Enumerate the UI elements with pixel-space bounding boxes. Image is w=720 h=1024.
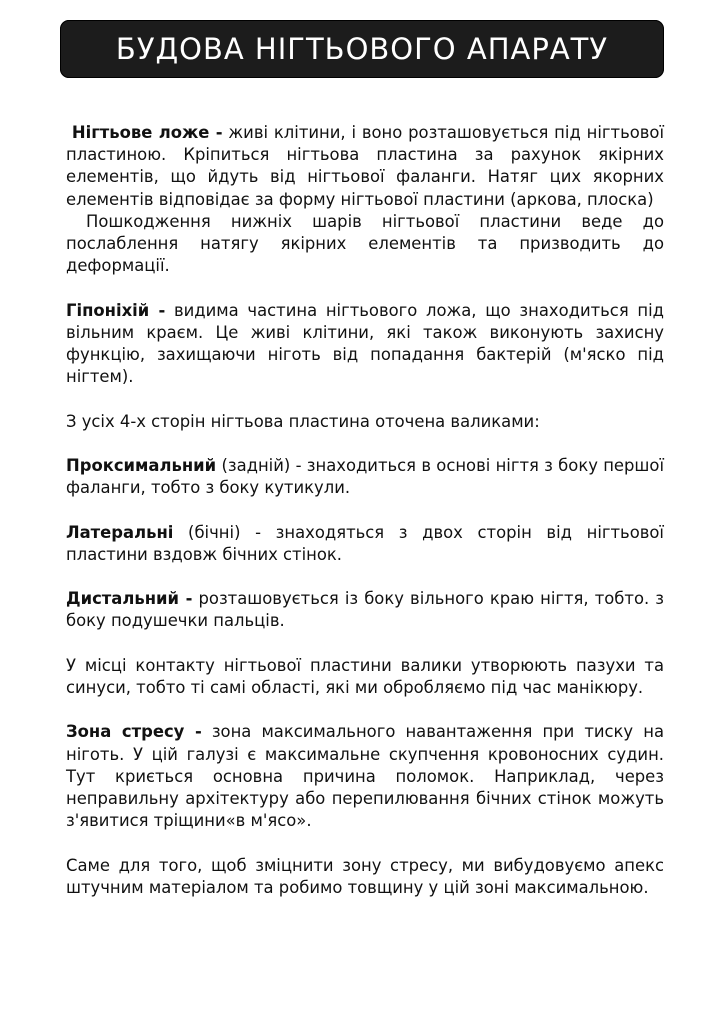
term-proximal: Проксимальний bbox=[66, 456, 217, 475]
text-sinuses: У місці контакту нігтьової пластини валики утворюють пазухи та синуси, тобто ті самі області, які ми обробляємо під час манікюру. bbox=[66, 655, 664, 697]
text-distal: розташовується із боку вільного краю нігтя, тобто. з боку подушечки пальців. bbox=[66, 589, 664, 631]
text-hyponychium: видима частина нігтьового ложа, що знаходиться під вільним краєм. Це живі клітини, які також виконують захисну функцію, захищаючи ніготь від попадання бактерій (м'яско під нігтем). bbox=[66, 300, 664, 387]
paragraph-folds-intro bbox=[66, 411, 664, 433]
paragraph-sinuses bbox=[66, 655, 664, 699]
text-proximal: (задній) - знаходиться в основі нігтя з боку першої фаланги, тобто з боку кутикули. bbox=[66, 456, 664, 498]
text-damage: Пошкодження нижніх шарів нігтьової пластини веде до послаблення натягу якірних елементів та призводить до деформації. bbox=[66, 211, 664, 276]
paragraph-apex bbox=[66, 855, 664, 899]
text-nail-bed: живі клітини, і воно розташовується під нігтьової пластиною. Кріпиться нігтьова пластина за рахунок якірних елементів, що йдуть від нігтьової фаланги. Натяг цих якорних елементів відповідає за форму нігтьової пластини (аркова, плоска) bbox=[66, 123, 664, 209]
term-lateral: Латеральні bbox=[66, 522, 174, 542]
term-hyponychium: Гіпоніхій - bbox=[66, 300, 166, 320]
paragraph-distal bbox=[66, 588, 664, 632]
page-title: БУДОВА НІГТЬОВОГО АПАРАТУ bbox=[115, 32, 609, 66]
term-nail-bed: Нігтьове ложе - bbox=[71, 123, 223, 142]
paragraph-lateral bbox=[66, 522, 664, 566]
paragraph-nail-bed bbox=[66, 122, 664, 211]
title-banner bbox=[60, 20, 664, 78]
text-folds-intro: З усіх 4-х сторін нігтьова пластина оточена валиками: bbox=[66, 411, 540, 431]
paragraph-stress-zone bbox=[66, 721, 664, 832]
paragraph-proximal bbox=[66, 455, 664, 499]
paragraph-damage bbox=[66, 211, 664, 278]
document-body bbox=[66, 122, 664, 899]
text-apex: Саме для того, щоб зміцнити зону стресу, ми вибудовуємо апекс штучним матеріалом та робимо товщину у цій зоні максимальною. bbox=[66, 855, 664, 897]
term-stress-zone: Зона стресу - bbox=[66, 722, 202, 742]
text-stress-zone: зона максимального навантаження при тиску на ніготь. У цій галузі є максимальне скупчення кровоносних судин. Тут криється основна причина поломок. Наприклад, через неправильну архітектуру або перепилювання бічних стінок можуть з'явитися тріщини«в м'ясо». bbox=[66, 722, 664, 831]
paragraph-hyponychium bbox=[66, 300, 664, 389]
text-lateral: (бічні) - знаходяться з двох сторін від нігтьової пластини вздовж бічних стінок. bbox=[66, 522, 664, 564]
term-distal: Дистальний - bbox=[66, 589, 193, 609]
